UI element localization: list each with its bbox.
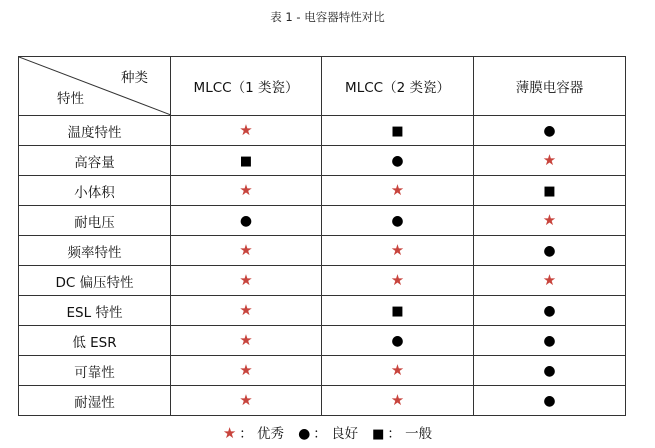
circle-icon: ● — [543, 392, 556, 409]
header-characteristic-label: 特性 — [57, 91, 84, 107]
rating-cell — [171, 266, 322, 296]
star-icon: ★ — [239, 180, 253, 199]
legend-label: ： 优秀 — [239, 426, 285, 442]
star-icon: ★ — [542, 270, 557, 289]
row-label: 可靠性 — [19, 356, 171, 386]
star-icon: ★ — [390, 360, 405, 379]
rating-cell — [322, 266, 474, 296]
star-icon: ★ — [390, 270, 405, 289]
rating-cell — [474, 326, 626, 356]
rating-cell — [171, 296, 322, 326]
star-icon: ★ — [239, 270, 253, 289]
legend-item — [223, 424, 284, 444]
table-row — [19, 356, 626, 386]
row-label: 频率特性 — [19, 236, 171, 266]
header-category-label: 种类 — [121, 70, 148, 86]
circle-icon: ● — [391, 332, 404, 349]
rating-cell — [322, 146, 474, 176]
rating-cell — [322, 296, 474, 326]
star-icon: ★ — [239, 330, 253, 349]
rating-cell — [322, 116, 474, 146]
rating-cell — [322, 236, 474, 266]
star-icon: ★ — [542, 210, 557, 229]
legend-item — [298, 424, 358, 444]
star-icon: ★ — [239, 240, 253, 259]
table-row — [19, 326, 626, 356]
rating-cell — [171, 206, 322, 236]
circle-icon: ● — [298, 426, 311, 442]
star-icon: ★ — [390, 180, 405, 199]
star-icon: ★ — [239, 360, 253, 379]
legend — [0, 424, 655, 444]
square-icon: ■ — [543, 183, 556, 199]
row-label: 耐湿性 — [19, 386, 171, 416]
star-icon: ★ — [239, 390, 253, 409]
column-header-mlcc-class2: MLCC（2 类瓷） — [322, 57, 474, 116]
star-icon: ★ — [239, 300, 253, 319]
diagonal-header-cell — [19, 57, 171, 116]
table-row — [19, 236, 626, 266]
rating-cell — [322, 326, 474, 356]
rating-cell — [171, 356, 322, 386]
star-icon: ★ — [542, 150, 557, 169]
rating-cell — [474, 386, 626, 416]
row-label: 小体积 — [19, 176, 171, 206]
square-icon: ■ — [239, 153, 253, 169]
header-row — [19, 57, 626, 116]
circle-icon: ● — [543, 362, 556, 379]
rating-cell — [474, 296, 626, 326]
rating-cell — [171, 386, 322, 416]
circle-icon: ● — [391, 152, 404, 169]
square-icon: ■ — [372, 427, 385, 442]
table-row — [19, 386, 626, 416]
table-row — [19, 146, 626, 176]
rating-cell — [474, 356, 626, 386]
row-label: DC 偏压特性 — [19, 266, 171, 296]
star-icon: ★ — [222, 424, 237, 442]
rating-cell — [322, 386, 474, 416]
square-icon: ■ — [391, 303, 404, 319]
legend-item — [372, 424, 432, 444]
rating-cell — [474, 266, 626, 296]
row-label: 低 ESR — [19, 326, 171, 356]
rating-cell — [322, 356, 474, 386]
table-row — [19, 176, 626, 206]
legend-label: ： 一般 — [387, 426, 433, 442]
star-icon: ★ — [390, 390, 405, 409]
row-label: 高容量 — [19, 146, 171, 176]
rating-cell — [474, 206, 626, 236]
row-label: 耐电压 — [19, 206, 171, 236]
table-row — [19, 296, 626, 326]
table-caption: 表 1 - 电容器特性对比 — [270, 10, 385, 24]
circle-icon: ● — [543, 332, 556, 349]
rating-cell — [474, 176, 626, 206]
legend-label: ： 良好 — [313, 426, 359, 442]
rating-cell — [322, 206, 474, 236]
circle-icon: ● — [543, 122, 556, 139]
diagonal-divider — [19, 57, 171, 115]
circle-icon: ● — [391, 212, 404, 229]
row-label: ESL 特性 — [19, 296, 171, 326]
rating-cell — [322, 176, 474, 206]
table-row — [19, 266, 626, 296]
rating-cell — [171, 176, 322, 206]
square-icon: ■ — [391, 123, 404, 139]
rating-cell — [171, 116, 322, 146]
rating-cell — [474, 116, 626, 146]
star-icon: ★ — [390, 240, 405, 259]
rating-cell — [474, 146, 626, 176]
table-row — [19, 116, 626, 146]
row-label: 温度特性 — [19, 116, 171, 146]
circle-icon: ● — [239, 212, 253, 229]
rating-cell — [171, 146, 322, 176]
star-icon: ★ — [239, 120, 253, 139]
circle-icon: ● — [543, 242, 556, 259]
column-header-mlcc-class1: MLCC（1 类瓷） — [171, 57, 322, 116]
circle-icon: ● — [543, 302, 556, 319]
rating-cell — [171, 236, 322, 266]
rating-cell — [474, 236, 626, 266]
rating-cell — [171, 326, 322, 356]
table-row — [19, 206, 626, 236]
capacitor-comparison-table — [18, 56, 626, 416]
column-header-film-capacitor: 薄膜电容器 — [474, 57, 626, 116]
